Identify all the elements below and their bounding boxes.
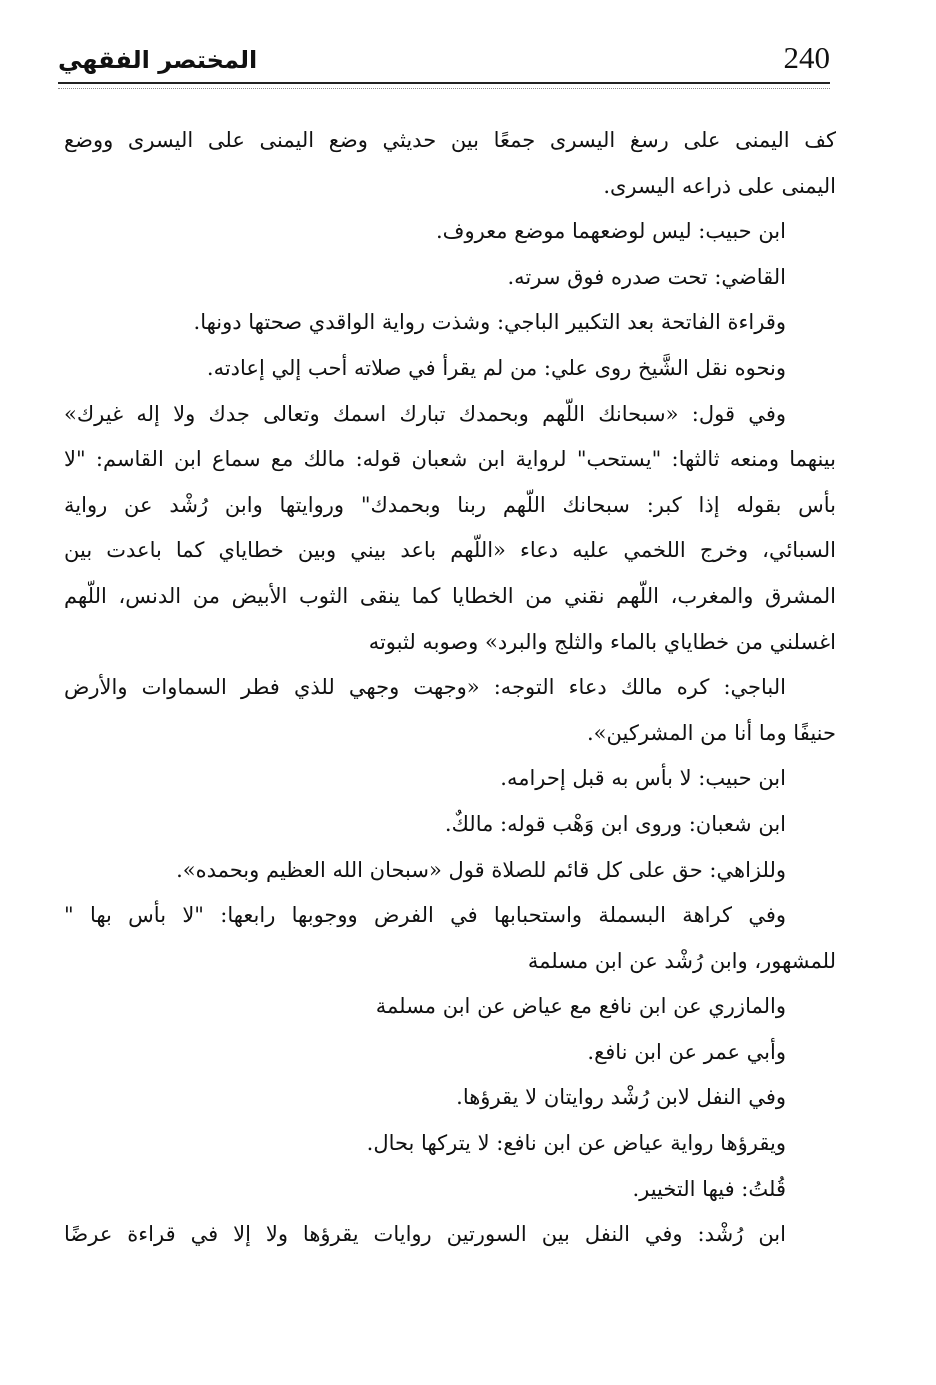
text-line: والمازري عن ابن نافع مع عياض عن ابن مسلمة [375,994,786,1019]
text-line: كف اليمنى على رسغ اليسرى جمعًا بين حديثي وضع اليمنى على اليسرى ووضع [64,128,836,152]
page-header [58,40,830,80]
text-line: السبائي، وخرج اللخمي عليه دعاء «اللّهم باعد بيني وبين خطاياي كما باعدت بين [64,538,836,563]
text-line: وفي النفل لابن رُشْد روايتان لا يقرؤها. [456,1085,786,1110]
text-line: وفي قول: «سبحانك اللّهم وبحمدك تبارك اسمك وتعالى جدك ولا إله غيرك» [64,401,786,426]
text-line: قُلتُ: فيها التخيير. [632,1176,786,1201]
text-line: اليمنى على ذراعه اليسرى. [603,173,836,198]
text-line: ابن شعبان: وروى ابن وَهْب قوله: مالكٌ. [444,811,786,836]
text-line: الباجي: كره مالك دعاء التوجه: «وجهت وجهي للذي فطر السماوات والأرض [64,675,786,700]
text-line: المشرق والمغرب، اللّهم نقني من الخطايا كما ينقى الثوب الأبيض من الدنس، اللّهم [64,583,836,608]
header-rule [58,82,830,84]
page-number: 240 [783,40,830,75]
text-line: ابن رُشْد: وفي النفل بين السورتين روايات يقرؤها ولا إلا في قراءة عرضًا [64,1222,786,1247]
header-rule-dotted [58,88,830,89]
text-line: اغسلني من خطاياي بالماء والثلج والبرد» وصوبه لثبوته [368,629,836,654]
text-line: حنيفًا وما أنا من المشركين». [586,720,836,745]
text-line: وقراءة الفاتحة بعد التكبير الباجي: وشذت رواية الواقدي صحتها دونها. [193,310,786,335]
text-line: بأس بقوله إذا كبر: سبحانك اللّهم ربنا وبحمدك" وروايتها وابن رُشْد عن رواية [64,492,836,517]
text-line: وفي كراهة البسملة واستحبابها في الفرض ووجوبها رابعها: "لا بأس بها " [64,903,786,928]
text-line: ويقرؤها رواية عياض عن ابن نافع: لا يتركها بحال. [366,1131,786,1156]
text-line: وأبي عمر عن ابن نافع. [587,1039,786,1064]
text-line: ونحوه نقل الشَّيخ روى علي: من لم يقرأ في صلاته أحب إلي إعادته. [206,355,786,380]
text-line: بينهما ومنعه ثالثها: "يستحب" لرواية ابن شعبان قوله: مالك مع سماع ابن القاسم: "لا [64,447,836,472]
book-title: المختصر الفقهي [58,46,258,74]
text-line: وللزاهي: حق على كل قائم للصلاة قول «سبحان الله العظيم وبحمده». [176,857,786,882]
text-line: القاضي: تحت صدره فوق سرته. [507,264,786,289]
text-body [64,118,836,1258]
text-line: للمشهور، وابن رُشْد عن ابن مسلمة [527,948,836,973]
text-line: ابن حبيب: لا بأس به قبل إحرامه. [500,766,786,791]
text-line: ابن حبيب: ليس لوضعهما موضع معروف. [436,219,786,244]
